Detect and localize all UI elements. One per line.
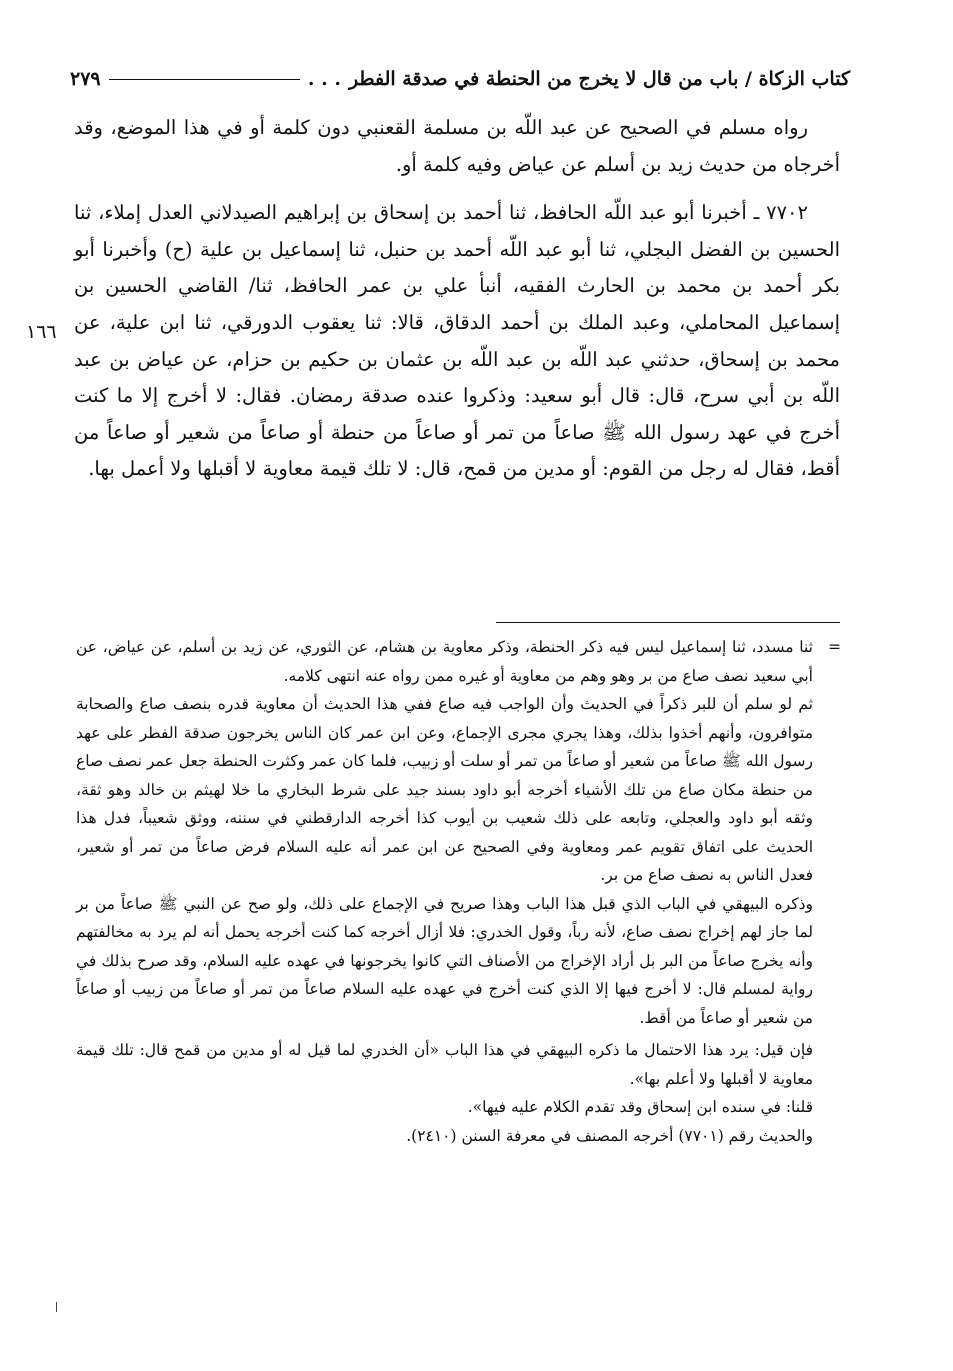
footnote-text-3: وذكره البيهقي في الباب الذي قبل هذا الباب وهذا صريح في الإجماع على ذلك، ولو صح عن النبي ﷺ صاعاً من بر لما جاز لهم إخراج نصف صاع، لأنه رباً، وقول الخدري: فلا أزال أخرجه كما كنت أخرجه يحمل أنه لم يرد به مخالفتهم وأنه يخرج صاعاً من البر بل أراد الإخراج من الأصناف التي كانوا يخرجونها في عهده عليه السلام، وقد صرح بذلك في رواية لمسلم قال: لا أخرج فيها إلا الذي كنت أخرج في عهده عليه السلام صاعاً من تمر أو صاعاً من زبيب أو صاعاً من شعير أو صاعاً من أقط.: [76, 894, 813, 1027]
footnote-text-2: ثم لو سلم أن للبر ذكراً في الحديث وأن الواجب فيه صاع ففي هذا الحديث أن معاوية قدره بنصف صاع والصحابة متوافرون، وأنهم أخذوا بذلك، وهذا يجري مجرى الإجماع، وعن ابن عمر كان الناس يخرجون صدقة الفطر على عهد رسول الله ﷺ صاعاً من شعير أو صاعاً من تمر أو سلت أو زبيب، فلما كان عمر وكثرت الحنطة جعل عمر نصف صاع من حنطة مكان صاع من تلك الأشياء أخرجه أبو داود بسند جيد على شرط البخاري ما خلا لهيثم بن خالد وهو ثقة، وثقه أبو داود والعجلي، وتابعه على ذلك شعيب بن أيوب كذا أخرجه الدارقطني في سننه، ووثق شعيباً، فدل هذا الحديث على اتفاق تقويم عمر ومعاوية وفي الصحيح عن ابن عمر أنه عليه السلام فرض صاعاً من تمر أو شعير، فعدل الناس به نصف صاع من بر.: [76, 695, 813, 884]
footnote-text-5: قلنا: في سنده ابن إسحاق وقد تقدم الكلام عليه فيها».: [467, 1098, 813, 1116]
stray-mark: [56, 1302, 61, 1312]
page-number: ٢٧٩: [70, 68, 101, 90]
chapter-title: كتاب الزكاة / باب من قال لا يخرج من الحنطة في صدقة الفطر: [348, 68, 850, 90]
footnote-separator: [496, 622, 840, 623]
header-ellipsis: . . .: [307, 68, 341, 90]
paragraph-hadith-7702: ٧٧٠٢ ـ أخبرنا أبو عبد اللّه الحافظ، ثنا أحمد بن إسحاق بن إبراهيم الصيدلاني العدل إملاء، ثنا الحسين بن الفضل البجلي، ثنا أبو عبد اللّه أحمد بن حنبل، ثنا إسماعيل بن علية (ح) وأخبرنا أبو بكر أحمد بن محمد بن الحارث الفقيه، أنبأ علي بن عمر الحافظ، ثنا/ القاضي الحسين بن إسماعيل المحاملي، وعبد الملك بن أحمد الدقاق، قالا: ثنا يعقوب الدورقي، ثنا ابن علية، عن محمد بن إسحاق، حدثني عبد اللّه بن عبد اللّه بن عثمان بن حكيم بن حزام، عن عياض بن عبد اللّه بن أبي سرح، قال: قال أبو سعيد: وذكروا عنده صدقة رمضان. فقال: لا أخرج إلا ما كنت أخرج في عهد رسول الله ﷺ صاعاً من تمر أو صاعاً من حنطة أو صاعاً من شعير أو صاعاً من أقط، فقال له رجل من القوم: أو مدين من قمح، قال: لا تلك قيمة معاوية لا أقبلها ولا أعمل بها.: [74, 201, 840, 481]
footnote-text-6: والحديث رقم (٧٧٠١) أخرجه المصنف في معرفة السنن (٢٤١٠).: [406, 1126, 813, 1145]
continuation-marker: =: [828, 638, 841, 656]
footnotes: [76, 633, 841, 1150]
paragraph-riwayah: رواه مسلم في الصحيح عن عبد اللّه بن مسلمة القعنبي دون كلمة أو في هذا الموضع، وقد أخرجاه من حديث زيد بن أسلم عن عياض وفيه كلمة أو.: [74, 116, 840, 176]
main-text: [74, 110, 840, 488]
running-header: [70, 62, 850, 96]
margin-manuscript-number: ١٦٦: [26, 321, 57, 343]
header-rule: [109, 79, 300, 80]
footnote-continuation: [76, 633, 841, 690]
footnote-text-1: ثنا مسدد، ثنا إسماعيل ليس فيه ذكر الحنطة، وذكر معاوية بن هشام، عن الثوري، عن زيد بن أسلم، عن عياض، عن أبي سعيد نصف صاع من بر وهو وهم من معاوية أو غيره ممن رواه عنه انتهى كلامه.: [76, 638, 813, 685]
footnote-text-4: فإن قيل: يرد هذا الاحتمال ما ذكره البيهقي في هذا الباب «أن الخدري لما قيل له أو مدين من قمح قال: تلك قيمة معاوية لا أقبلها ولا أعلم بها».: [76, 1041, 813, 1088]
